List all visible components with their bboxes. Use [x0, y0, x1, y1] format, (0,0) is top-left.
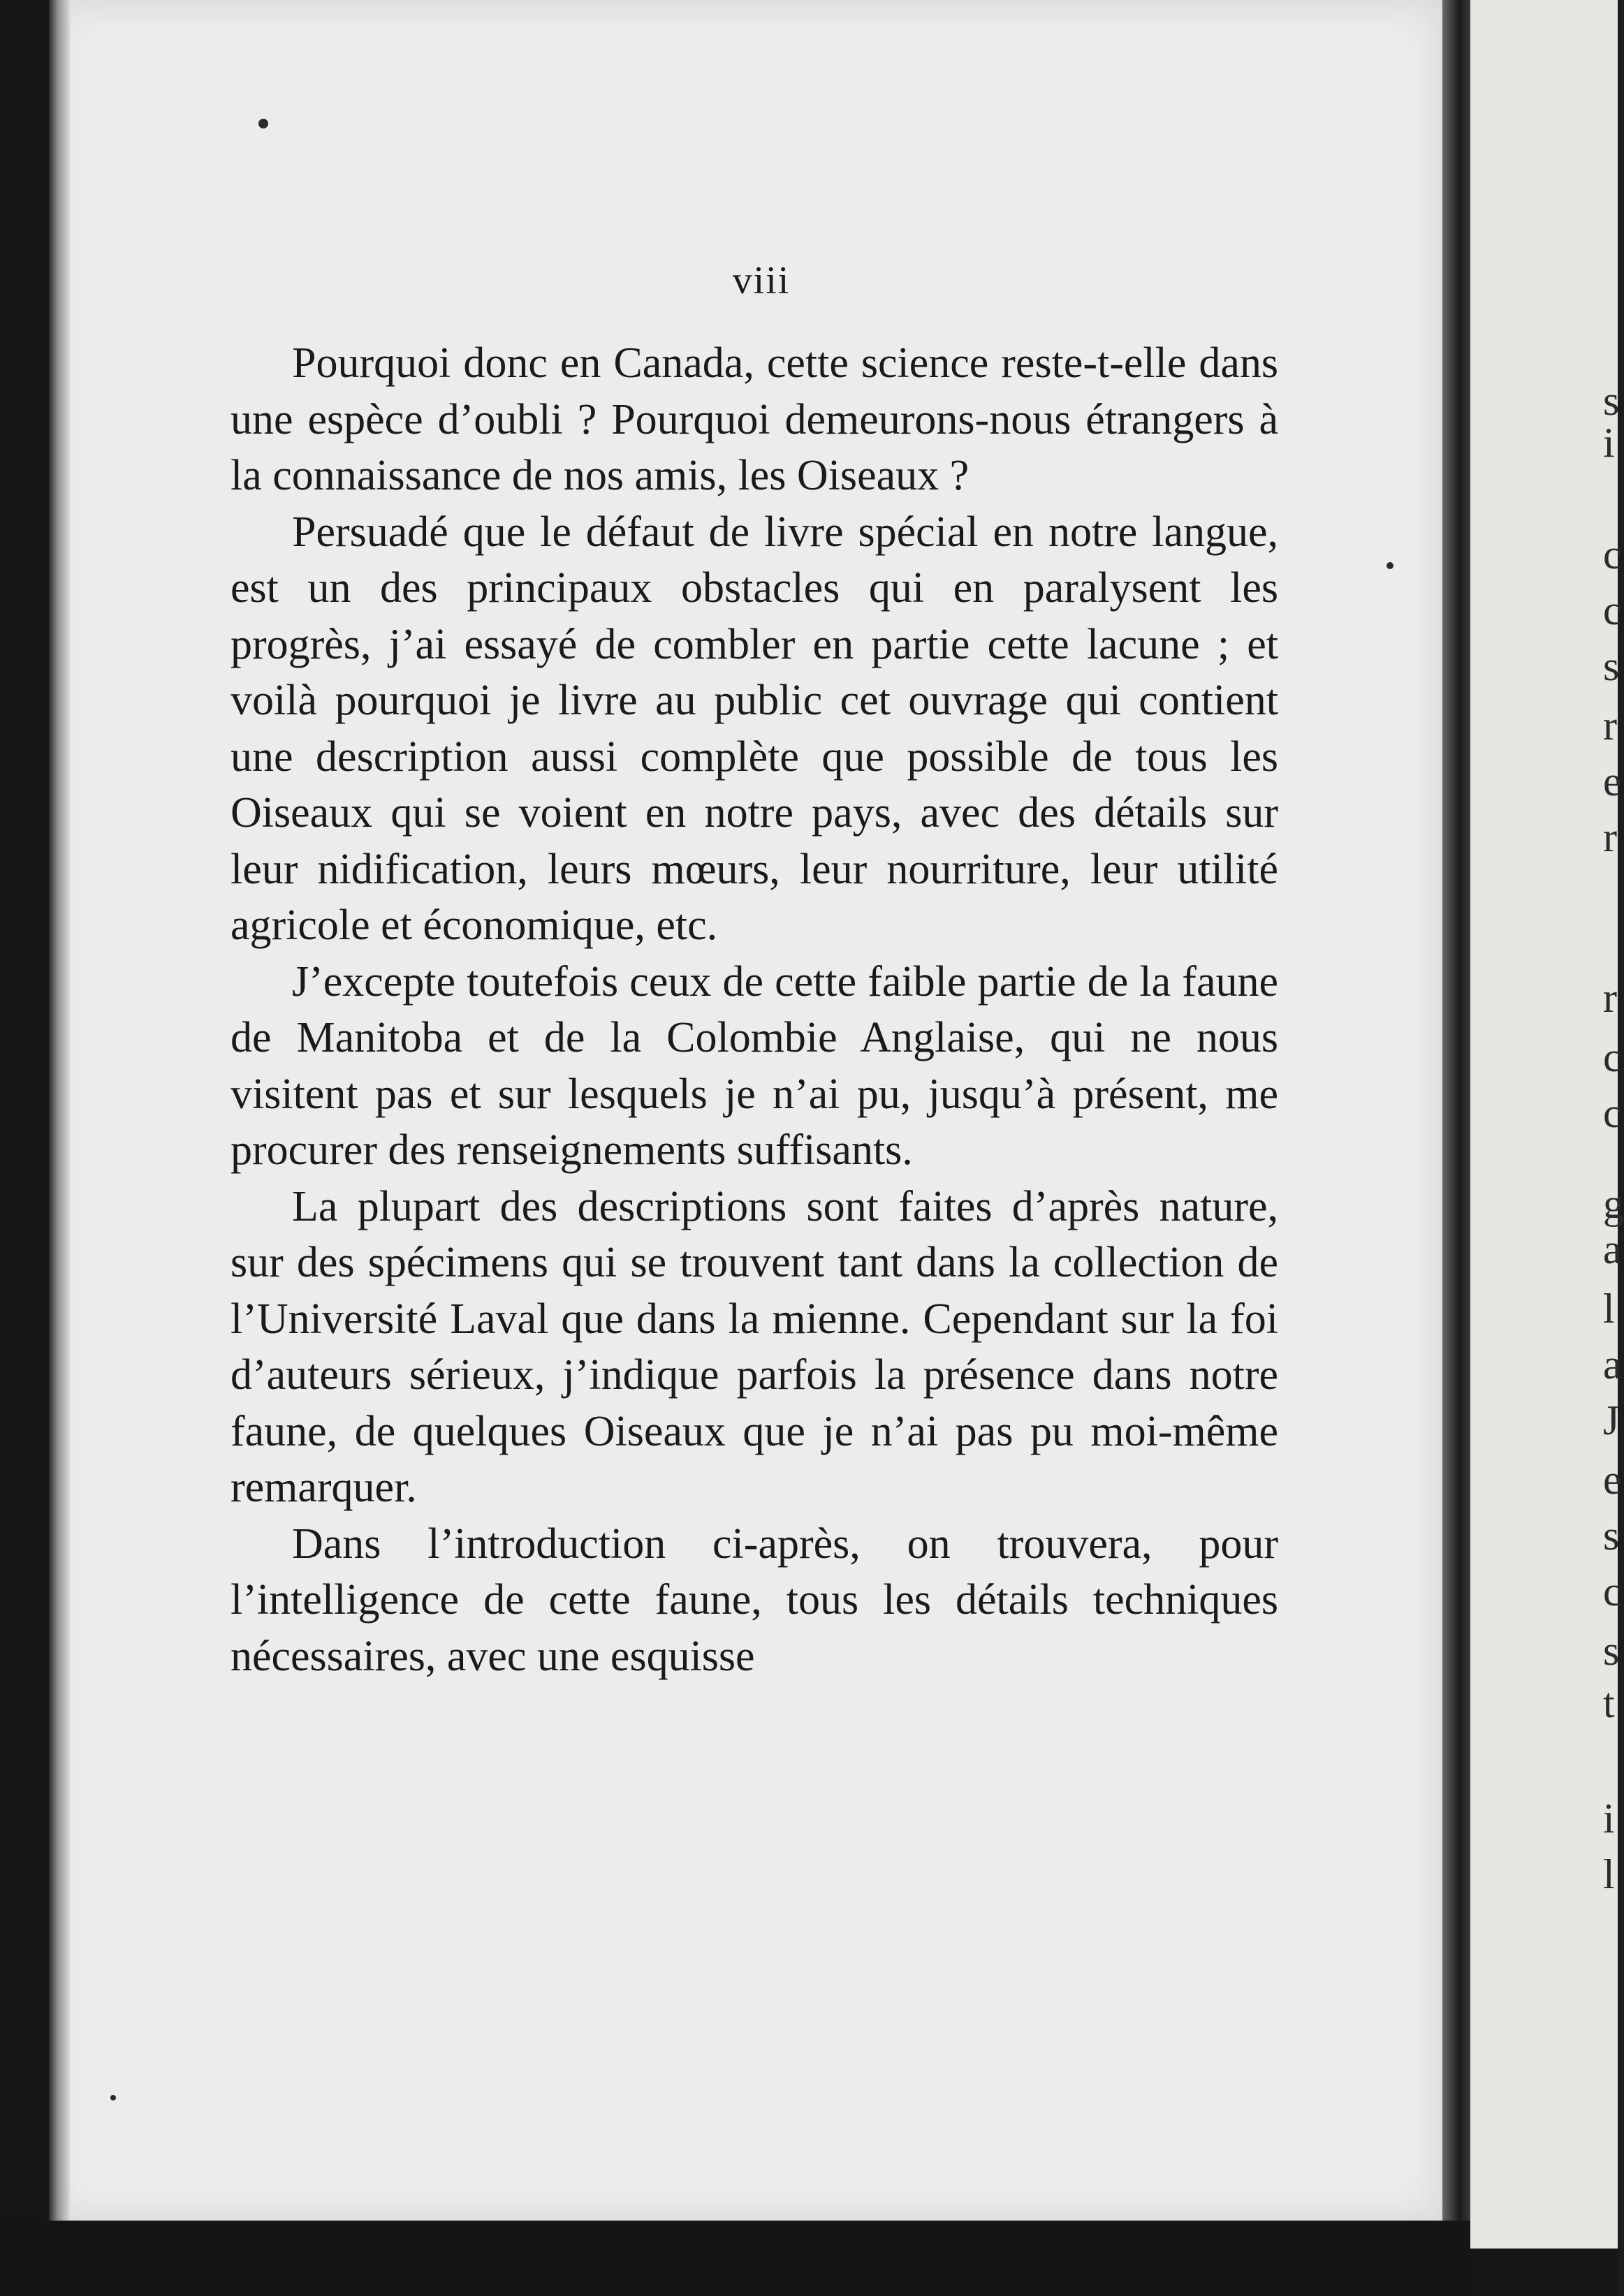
- adjacent-page-fragment: J: [1603, 1397, 1620, 1443]
- adjacent-page-fragment: c: [1603, 587, 1622, 633]
- dust-speck: [258, 119, 268, 128]
- page-body: [231, 335, 1278, 1684]
- adjacent-page: [1470, 0, 1624, 2249]
- adjacent-page-fragment: l: [1603, 1286, 1615, 1332]
- dust-speck: [1387, 562, 1393, 569]
- adjacent-page-fragment: r: [1603, 702, 1617, 749]
- adjacent-page-fragment: t: [1603, 1680, 1615, 1726]
- paragraph-3: J’excepte toutefois ceux de cette faible partie de la faune de Manitoba et de la Colombie Anglaise, qui ne nous visitent pas et sur lesquels je n’ai pu, jusqu’à présent, me procurer des renseignements suffisants.: [231, 957, 1278, 1174]
- adjacent-page-fragment: r: [1603, 814, 1617, 860]
- paragraph-2: Persuadé que le défaut de livre spécial en notre langue, est un des principaux obstacles qui en paralysent les progrès, j’ai essayé de combler en partie cette lacune ; et voilà pourquoi je livre au public cet ouvrage qui contient une description aussi complète que possible de tous les Oiseaux qui se voient en notre pays, avec des détails sur leur nidification, leurs mœurs, leur nourriture, leur utilité agricole et économique, etc.: [231, 508, 1278, 949]
- adjacent-page-fragment: l: [1603, 1851, 1615, 1897]
- adjacent-page-fragment: s: [1603, 1513, 1620, 1559]
- adjacent-page-fragment: i: [1603, 1795, 1615, 1841]
- adjacent-page-fragment: s: [1603, 643, 1620, 689]
- adjacent-page-fragment: e: [1603, 758, 1622, 804]
- book-gutter: [1442, 0, 1470, 2296]
- adjacent-page-fragment: c: [1603, 1034, 1622, 1080]
- page-number: viii: [732, 259, 791, 302]
- adjacent-page-fragment: a: [1603, 1341, 1622, 1388]
- scan-border: [0, 2221, 1470, 2296]
- adjacent-page-fragment: a: [1603, 1226, 1622, 1272]
- adjacent-page-fragment: r: [1603, 975, 1617, 1021]
- adjacent-page-fragment: i: [1603, 420, 1615, 466]
- adjacent-page-fragment: c: [1603, 531, 1622, 577]
- paragraph-1: Pourquoi donc en Canada, cette science reste-t-elle dans une espèce d’oubli ? Pourquoi demeurons-nous étrangers à la connaissance de nos amis, les Oiseaux ?: [231, 339, 1278, 499]
- adjacent-page-fragment: s: [1603, 1628, 1620, 1674]
- adjacent-page-fragment: e: [1603, 1457, 1622, 1503]
- paragraph-5: Dans l’introduction ci-après, on trouvera, pour l’intelligence de cette faune, tous les détails techniques nécessaires, avec une esquisse: [231, 1519, 1278, 1680]
- adjacent-page-fragment: c: [1603, 1090, 1622, 1136]
- adjacent-page-fragment: g: [1603, 1181, 1624, 1227]
- paragraph-4: La plupart des descriptions sont faites d’après nature, sur des spécimens qui se trouvent tant dans la collection de l’Université Laval que dans la mienne. Cependant sur la foi d’auteurs sérieux, j’indique parfois la présence dans notre faune, de quelques Oiseaux que je n’ai pas pu moi-même remarquer.: [231, 1182, 1278, 1511]
- adjacent-page-fragment: c: [1603, 1568, 1622, 1614]
- page-edge-shadow: [49, 0, 70, 2221]
- dust-speck: [110, 2095, 116, 2100]
- adjacent-page-fragment: s: [1603, 378, 1620, 424]
